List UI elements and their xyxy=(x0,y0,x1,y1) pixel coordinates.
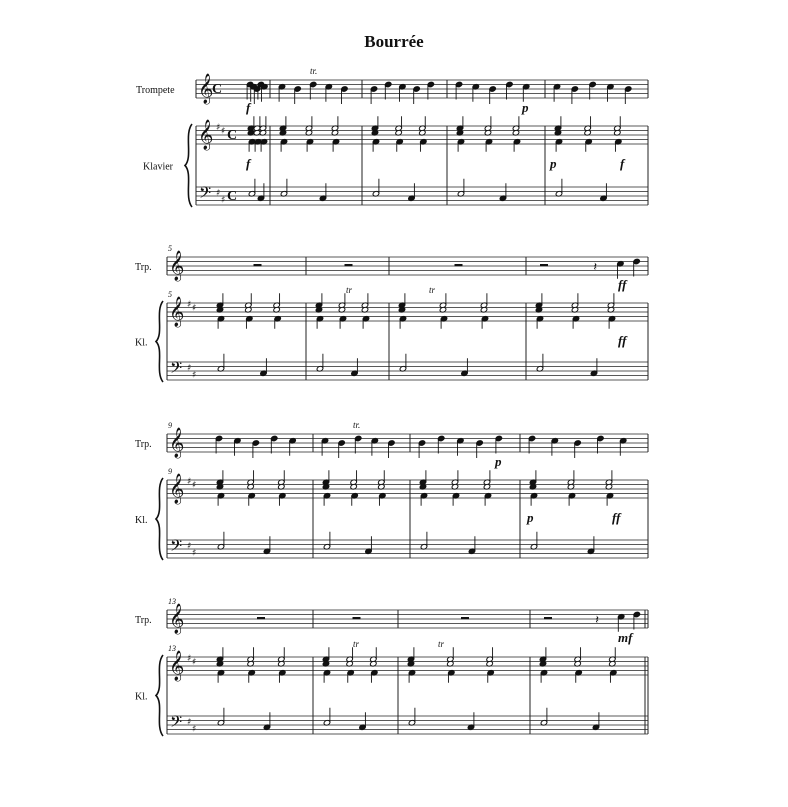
system-2-trill-mark: tr xyxy=(429,285,436,295)
key-signature-sharp: ♯ xyxy=(192,370,197,381)
system-2-piano-measure-number: 5 xyxy=(168,290,172,299)
system-3-piano-dynamic: ff xyxy=(612,510,621,525)
system-1-trill-mark: tr. xyxy=(310,66,318,76)
system-4-piano-measure-number: 13 xyxy=(168,644,176,653)
system-4-trumpet-treble-clef: 𝄞 xyxy=(169,604,185,634)
system-3-trumpet-measure-number: 9 xyxy=(168,421,172,430)
system-2-trill-mark: tr xyxy=(346,285,353,295)
key-signature-sharp: ♯ xyxy=(192,724,197,735)
half-rest xyxy=(544,617,552,619)
piano-brace xyxy=(185,124,192,207)
system-4-trill-mark: tr xyxy=(438,639,445,649)
system-1-piano-dynamic: f xyxy=(246,156,251,171)
key-signature-sharp: ♯ xyxy=(187,717,192,728)
key-signature-sharp: ♯ xyxy=(216,123,221,133)
time-signature: C xyxy=(212,82,223,97)
half-rest xyxy=(254,264,262,266)
key-signature-sharp: ♯ xyxy=(221,195,226,206)
system-3-piano-treble-clef: 𝄞 xyxy=(169,474,185,504)
piano-brace xyxy=(156,655,163,736)
system-2-piano-bass-clef: 𝄢 xyxy=(170,359,183,381)
system-1-trumpet-dynamic: p xyxy=(522,100,529,115)
key-signature-sharp: ♯ xyxy=(187,477,192,487)
system-4-piano-treble-clef: 𝄞 xyxy=(169,651,185,681)
system-4-piano-bass-clef: 𝄢 xyxy=(170,713,183,735)
system-2-trumpet-treble-clef: 𝄞 xyxy=(169,251,185,281)
piano-brace xyxy=(156,301,163,382)
system-2-trumpet-measure-number: 5 xyxy=(168,244,172,253)
piece-title: Bourrée xyxy=(364,32,424,51)
system-3-piano-bass-clef: 𝄢 xyxy=(170,537,183,559)
key-signature-sharp: ♯ xyxy=(187,541,192,552)
time-signature: C xyxy=(227,128,238,143)
half-rest xyxy=(540,264,548,266)
system-3-trumpet-treble-clef: 𝄞 xyxy=(169,428,185,458)
system-3-piano-label: Kl. xyxy=(135,515,148,526)
system-1-trumpet-dynamic: f xyxy=(246,100,251,115)
system-1-piano-dynamic: p xyxy=(550,156,557,171)
key-signature-sharp: ♯ xyxy=(187,300,192,310)
system-1-piano-dynamic: f xyxy=(620,156,625,171)
system-4-trumpet-label: Trp. xyxy=(135,615,152,626)
half-rest xyxy=(257,617,265,619)
system-1-piano-label: Klavier xyxy=(143,161,173,173)
system-2-trumpet-label: Trp. xyxy=(135,262,152,273)
system-2-piano-treble-clef: 𝄞 xyxy=(169,297,185,327)
system-4-trumpet-dynamic: mf xyxy=(618,630,633,645)
system-2-trumpet-dynamic: ff xyxy=(618,277,627,292)
system-1-piano-bass-clef: 𝄢 xyxy=(199,184,212,206)
piano-brace xyxy=(156,478,163,560)
key-signature-sharp: ♯ xyxy=(192,480,197,491)
system-3-trumpet-label: Trp. xyxy=(135,439,152,450)
time-signature: C xyxy=(227,189,238,204)
system-3-trill-mark: tr. xyxy=(353,420,361,430)
half-rest xyxy=(455,264,463,266)
system-3-piano-measure-number: 9 xyxy=(168,467,172,476)
half-rest xyxy=(345,264,353,266)
key-signature-sharp: ♯ xyxy=(192,303,197,314)
system-2-piano-label: Kl. xyxy=(135,337,148,349)
system-4-trumpet-measure-number: 13 xyxy=(168,597,176,606)
key-signature-sharp: ♯ xyxy=(216,188,221,199)
system-4-trill-mark: tr xyxy=(353,639,360,649)
system-4-piano-label: Kl. xyxy=(135,691,148,703)
system-2-piano-dynamic: ff xyxy=(618,333,627,348)
key-signature-sharp: ♯ xyxy=(187,363,192,374)
quarter-rest: 𝄽 xyxy=(595,612,599,627)
half-rest xyxy=(461,617,469,619)
system-1-trumpet-treble-clef: 𝄞 xyxy=(198,74,214,104)
key-signature-sharp: ♯ xyxy=(187,654,192,664)
quarter-rest: 𝄽 xyxy=(593,259,598,274)
key-signature-sharp: ♯ xyxy=(192,657,197,668)
system-1-piano-treble-clef: 𝄞 xyxy=(198,120,214,150)
key-signature-sharp: ♯ xyxy=(221,126,226,137)
system-3-trumpet-dynamic: p xyxy=(495,454,502,469)
half-rest xyxy=(353,617,361,619)
system-1-trumpet-label: Trompete xyxy=(136,85,175,96)
key-signature-sharp: ♯ xyxy=(192,548,197,559)
system-3-piano-dynamic: p xyxy=(527,510,534,525)
